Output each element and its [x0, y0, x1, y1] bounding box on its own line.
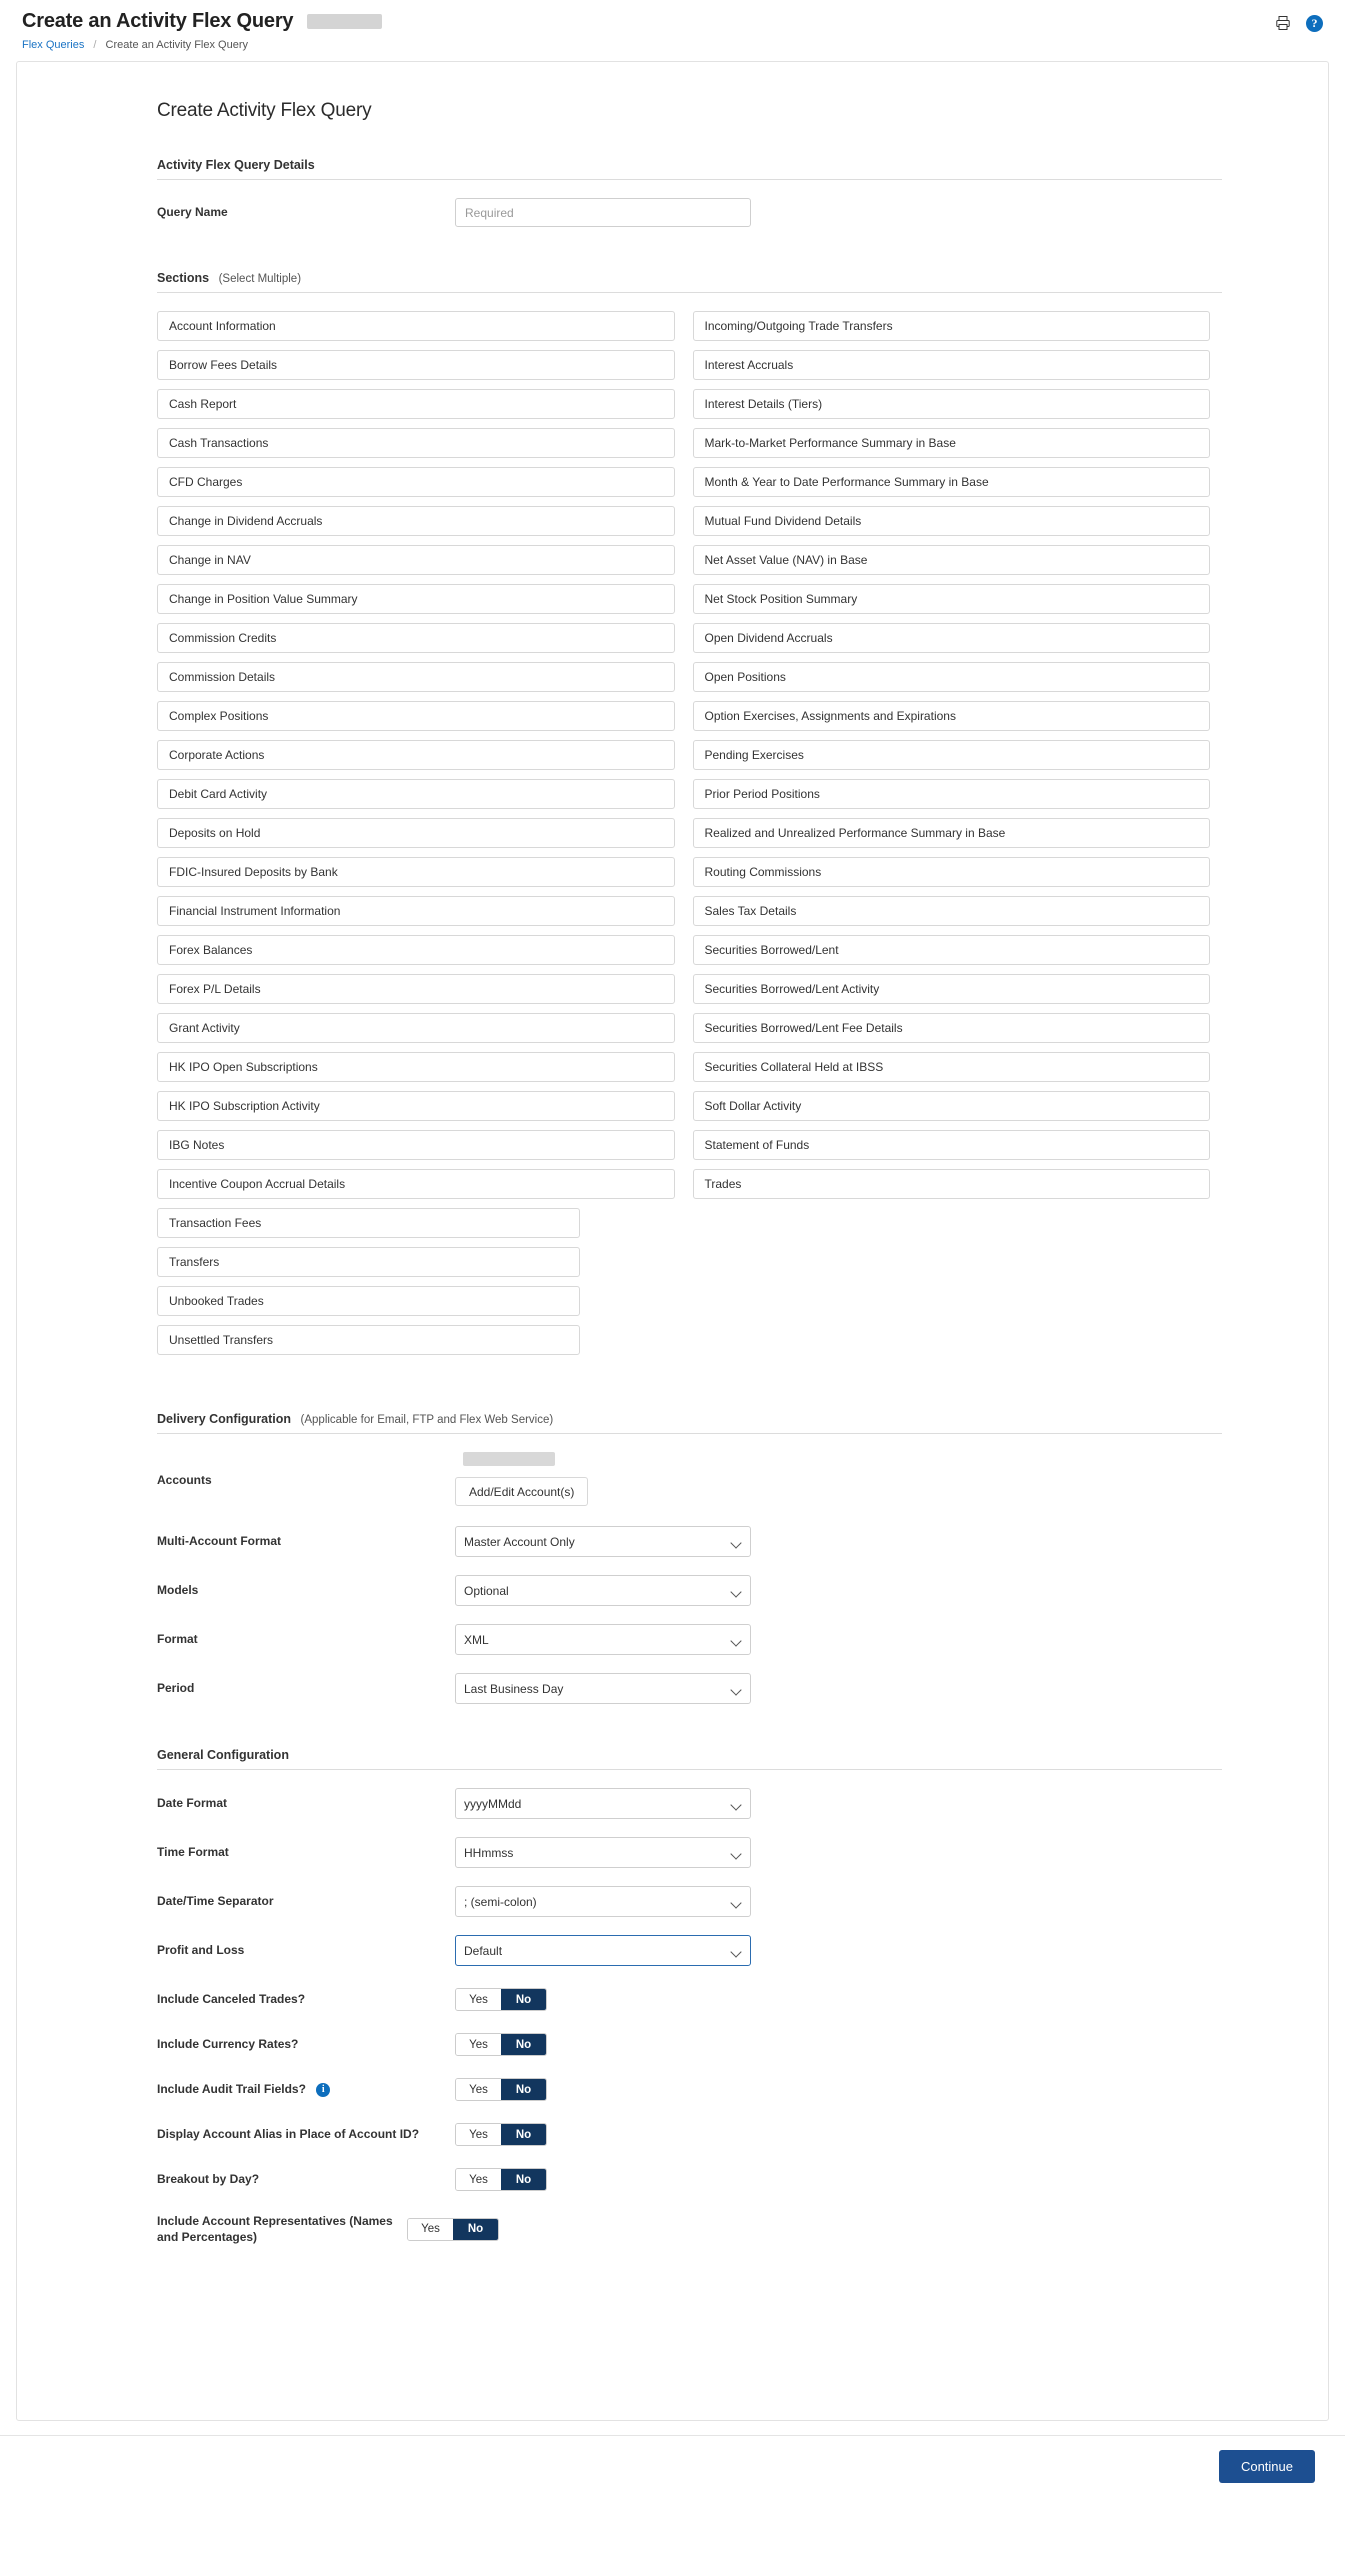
date-format-select-wrap [455, 1788, 751, 1819]
time-format-label: Time Format [157, 1845, 229, 1860]
section-item[interactable]: Incoming/Outgoing Trade Transfers [693, 311, 1211, 341]
section-item[interactable]: Realized and Unrealized Performance Summary in Base [693, 818, 1211, 848]
section-item[interactable]: Corporate Actions [157, 740, 675, 770]
section-item[interactable]: Interest Accruals [693, 350, 1211, 380]
section-heading-details [157, 158, 1222, 180]
redacted-account-value [463, 1452, 555, 1466]
section-item[interactable]: Mark-to-Market Performance Summary in Base [693, 428, 1211, 458]
section-item[interactable]: Month & Year to Date Performance Summary in Base [693, 467, 1211, 497]
datetime-separator-select-wrap [455, 1886, 751, 1917]
toggle-no[interactable]: No [501, 2124, 546, 2145]
time-format-select-wrap [455, 1837, 751, 1868]
breadcrumb-separator: / [93, 39, 97, 51]
section-item[interactable]: Transaction Fees [157, 1208, 580, 1238]
include-currency-rates-toggle[interactable] [455, 2033, 547, 2056]
section-heading-sections-label: Sections [157, 271, 210, 285]
include-account-representatives-toggle[interactable] [407, 2218, 499, 2241]
include-audit-trail-fields-row [157, 2078, 1210, 2101]
include-currency-rates-row [157, 2033, 1210, 2056]
models-select-wrap [455, 1575, 751, 1606]
accounts-label: Accounts [157, 1473, 212, 1487]
breadcrumb-link-flex-queries[interactable]: Flex Queries [22, 39, 85, 51]
section-item[interactable]: Change in NAV [157, 545, 675, 575]
toggle-no[interactable]: No [501, 2034, 546, 2055]
display-account-alias-label: Display Account Alias in Place of Account ID? [157, 2127, 420, 2142]
section-item[interactable]: HK IPO Subscription Activity [157, 1091, 675, 1121]
toggle-yes[interactable]: Yes [456, 2034, 501, 2055]
display-account-alias-toggle[interactable] [455, 2123, 547, 2146]
models-row [157, 1575, 1210, 1606]
format-select-wrap [455, 1624, 751, 1655]
section-item[interactable]: Net Asset Value (NAV) in Base [693, 545, 1211, 575]
section-item[interactable]: Deposits on Hold [157, 818, 675, 848]
section-item[interactable]: Commission Credits [157, 623, 675, 653]
period-select[interactable] [455, 1673, 751, 1704]
include-canceled-trades-control [455, 1988, 751, 2011]
include-canceled-trades-label: Include Canceled Trades? [157, 1992, 306, 2007]
multi-account-format-select-wrap [455, 1526, 751, 1557]
section-heading-general-label: General Configuration [157, 1748, 289, 1762]
breadcrumb [0, 33, 1345, 61]
section-item[interactable]: Change in Dividend Accruals [157, 506, 675, 536]
date-format-label: Date Format [157, 1796, 228, 1811]
app-header [0, 0, 1345, 33]
include-account-representatives-control [407, 2218, 703, 2241]
sections-column-left [157, 311, 675, 1364]
section-item[interactable]: Option Exercises, Assignments and Expirations [693, 701, 1211, 731]
section-item[interactable]: Financial Instrument Information [157, 896, 675, 926]
section-item[interactable]: IBG Notes [157, 1130, 675, 1160]
section-item[interactable]: Trades [693, 1169, 1211, 1199]
header-left-group [22, 10, 382, 33]
accounts-row [157, 1452, 1210, 1506]
format-select[interactable] [455, 1624, 751, 1655]
section-item[interactable]: Routing Commissions [693, 857, 1211, 887]
profit-and-loss-row [157, 1935, 1210, 1966]
help-icon[interactable]: ? [1306, 15, 1323, 32]
section-item[interactable]: Sales Tax Details [693, 896, 1211, 926]
section-heading-details-label: Activity Flex Query Details [157, 158, 315, 172]
display-account-alias-row [157, 2123, 1210, 2146]
format-row [157, 1624, 1210, 1655]
breakout-by-day-toggle[interactable] [455, 2168, 547, 2191]
breakout-by-day-row [157, 2168, 1210, 2191]
form-title: Create Activity Flex Query [157, 100, 372, 121]
profit-and-loss-select-wrap [455, 1935, 751, 1966]
breadcrumb-current: Create an Activity Flex Query [105, 39, 248, 51]
datetime-separator-label: Date/Time Separator [157, 1894, 274, 1909]
add-edit-accounts-button[interactable]: Add/Edit Account(s) [455, 1477, 588, 1506]
period-label: Period [157, 1681, 195, 1696]
toggle-yes[interactable]: Yes [456, 2079, 501, 2100]
include-account-representatives-label: Include Account Representatives (Names and Percentages) [157, 2214, 393, 2245]
include-currency-rates-control [455, 2033, 751, 2056]
date-format-select[interactable] [455, 1788, 751, 1819]
section-heading-sections [157, 271, 1222, 293]
include-currency-rates-label: Include Currency Rates? [157, 2037, 299, 2052]
toggle-no[interactable]: No [453, 2219, 498, 2240]
toggle-yes[interactable]: Yes [408, 2219, 453, 2240]
sections-column-right [693, 311, 1211, 1364]
multi-account-format-row [157, 1526, 1210, 1557]
section-heading-delivery-label: Delivery Configuration [157, 1412, 292, 1426]
section-item[interactable]: Transfers [157, 1247, 580, 1277]
toggle-yes[interactable]: Yes [456, 2124, 501, 2145]
section-item[interactable]: CFD Charges [157, 467, 675, 497]
include-audit-trail-fields-label [157, 2081, 455, 2097]
section-item[interactable]: Change in Position Value Summary [157, 584, 675, 614]
breakout-by-day-control [455, 2168, 751, 2191]
section-item[interactable]: Commission Details [157, 662, 675, 692]
query-name-label: Query Name [157, 205, 228, 220]
section-item[interactable]: Debit Card Activity [157, 779, 675, 809]
date-format-row [157, 1788, 1210, 1819]
section-item[interactable]: Pending Exercises [693, 740, 1211, 770]
section-heading-general [157, 1748, 1222, 1770]
section-item[interactable]: Mutual Fund Dividend Details [693, 506, 1211, 536]
models-label: Models [157, 1583, 199, 1598]
section-item[interactable]: Grant Activity [157, 1013, 675, 1043]
section-heading-delivery-sub: (Applicable for Email, FTP and Flex Web Service) [300, 1414, 554, 1426]
section-item[interactable]: Statement of Funds [693, 1130, 1211, 1160]
include-canceled-trades-toggle[interactable] [455, 1988, 547, 2011]
section-item[interactable]: Unsettled Transfers [157, 1325, 580, 1355]
page-title: Create an Activity Flex Query [22, 10, 294, 32]
sections-grid [157, 311, 1210, 1364]
section-item[interactable]: Open Positions [693, 662, 1211, 692]
section-item[interactable]: Account Information [157, 311, 675, 341]
include-audit-trail-fields-text: Include Audit Trail Fields? [157, 2082, 306, 2097]
section-item[interactable]: Incentive Coupon Accrual Details [157, 1169, 675, 1199]
include-audit-trail-fields-toggle[interactable] [455, 2078, 547, 2101]
section-item[interactable]: Cash Report [157, 389, 675, 419]
section-item[interactable]: Complex Positions [157, 701, 675, 731]
period-row [157, 1673, 1210, 1704]
include-audit-trail-fields-control [455, 2078, 751, 2101]
datetime-separator-row [157, 1886, 1210, 1917]
query-name-row [157, 198, 1210, 227]
form-footer [0, 2435, 1345, 2499]
section-item[interactable]: HK IPO Open Subscriptions [157, 1052, 675, 1082]
section-item[interactable]: Securities Borrowed/Lent [693, 935, 1211, 965]
time-format-select[interactable] [455, 1837, 751, 1868]
profit-and-loss-label: Profit and Loss [157, 1943, 245, 1958]
section-item[interactable]: Forex Balances [157, 935, 675, 965]
spacer [157, 1372, 1210, 1412]
include-account-representatives-row [157, 2213, 1210, 2245]
section-heading-delivery [157, 1412, 1222, 1434]
info-icon[interactable]: i [316, 2083, 330, 2097]
multi-account-format-label: Multi-Account Format [157, 1534, 281, 1549]
redacted-account-badge [307, 14, 382, 29]
time-format-row [157, 1837, 1210, 1868]
include-canceled-trades-row [157, 1988, 1210, 2011]
section-item[interactable]: Forex P/L Details [157, 974, 675, 1004]
models-select[interactable] [455, 1575, 751, 1606]
toggle-no[interactable]: No [501, 2169, 546, 2190]
period-select-wrap [455, 1673, 751, 1704]
printer-icon[interactable] [1274, 14, 1292, 32]
section-item[interactable]: Unbooked Trades [157, 1286, 580, 1316]
multi-account-format-select[interactable] [455, 1526, 751, 1557]
query-name-input[interactable] [455, 198, 751, 227]
section-item[interactable]: Interest Details (Tiers) [693, 389, 1211, 419]
breakout-by-day-label: Breakout by Day? [157, 2172, 260, 2187]
display-account-alias-control [455, 2123, 751, 2146]
toggle-yes[interactable]: Yes [456, 1989, 501, 2010]
header-actions [1274, 10, 1323, 32]
format-label: Format [157, 1632, 198, 1647]
section-item[interactable]: Open Dividend Accruals [693, 623, 1211, 653]
profit-and-loss-select[interactable] [455, 1935, 751, 1966]
section-item[interactable]: Securities Collateral Held at IBSS [693, 1052, 1211, 1082]
form-card-inner [135, 100, 1210, 2245]
continue-button[interactable]: Continue [1219, 2450, 1315, 2483]
datetime-separator-select[interactable] [455, 1886, 751, 1917]
section-item[interactable]: FDIC-Insured Deposits by Bank [157, 857, 675, 887]
section-heading-sections-sub: (Select Multiple) [218, 273, 302, 285]
section-item[interactable]: Prior Period Positions [693, 779, 1211, 809]
section-item[interactable]: Borrow Fees Details [157, 350, 675, 380]
toggle-no[interactable]: No [501, 2079, 546, 2100]
toggle-yes[interactable]: Yes [456, 2169, 501, 2190]
section-item[interactable]: Net Stock Position Summary [693, 584, 1211, 614]
section-item[interactable]: Cash Transactions [157, 428, 675, 458]
section-item[interactable]: Securities Borrowed/Lent Fee Details [693, 1013, 1211, 1043]
section-item[interactable]: Securities Borrowed/Lent Activity [693, 974, 1211, 1004]
toggle-no[interactable]: No [501, 1989, 546, 2010]
accounts-redacted-value [455, 1452, 588, 1477]
accounts-controls [455, 1452, 588, 1506]
section-item[interactable]: Soft Dollar Activity [693, 1091, 1211, 1121]
form-card [16, 61, 1329, 2421]
